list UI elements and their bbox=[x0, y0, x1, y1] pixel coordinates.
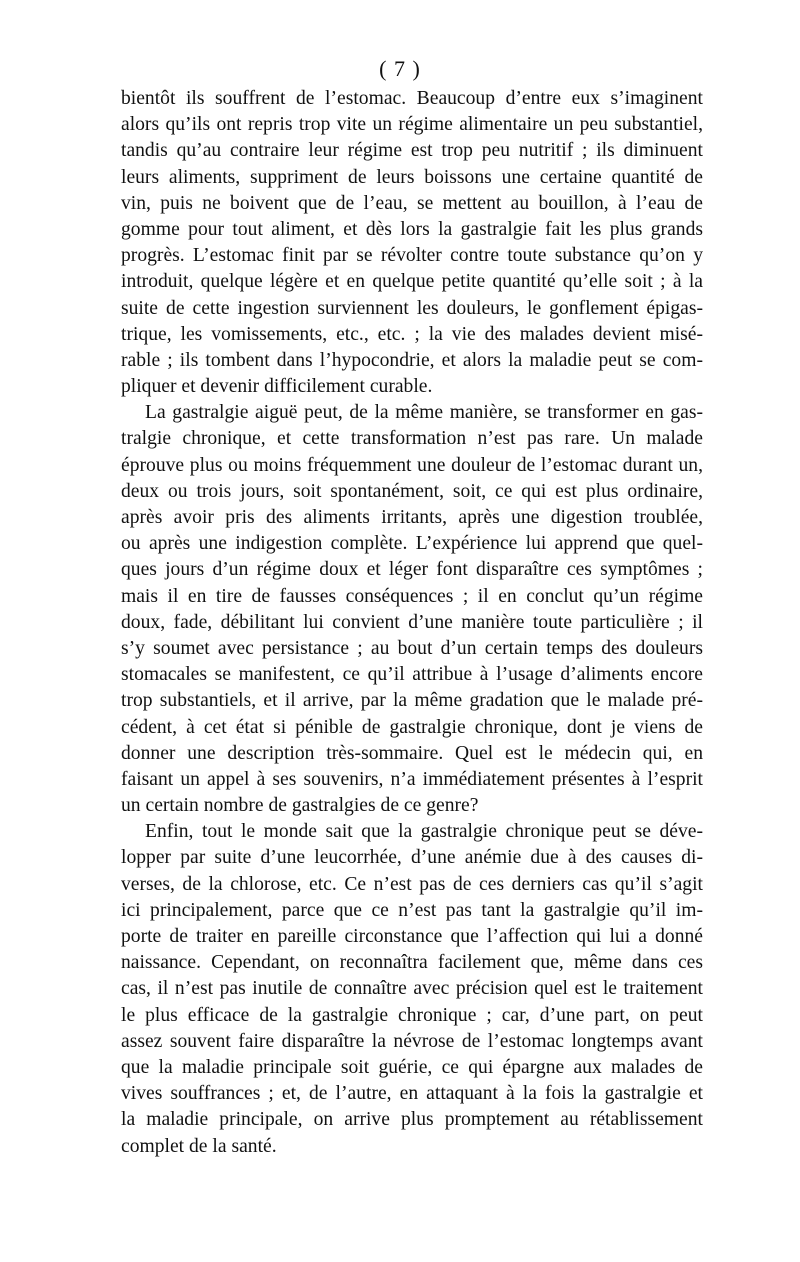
text-line: tandis qu’au contraire leur régime est trop peu nutritif ; ils diminuent bbox=[121, 140, 703, 162]
text-line: ici principalement, parce que ce n’est pas tant la gastralgie qu’il im- bbox=[121, 899, 703, 921]
text-line: gomme pour tout aliment, et dès lors la gastralgie fait les plus grands bbox=[121, 218, 703, 240]
text-line: complet de la santé. bbox=[121, 1135, 277, 1157]
text-line: leurs aliments, suppriment de leurs boissons une certaine quantité de bbox=[121, 166, 703, 188]
text-line: verses, de la chlorose, etc. Ce n’est pas de ces derniers cas qu’il s’agit bbox=[121, 873, 703, 895]
text-line: rable ; ils tombent dans l’hypocondrie, et alors la maladie peut se com- bbox=[121, 349, 703, 371]
text-line: trique, les vomissements, etc., etc. ; la vie des malades devient misé- bbox=[121, 323, 703, 345]
text-line: cédent, à cet état si pénible de gastralgie chronique, dont je viens de bbox=[121, 716, 703, 738]
text-line: ou après une indigestion complète. L’expérience lui apprend que quel- bbox=[121, 533, 703, 555]
text-line: s’y soumet avec persistance ; au bout d’un certain temps des douleurs bbox=[121, 637, 703, 659]
body-text bbox=[121, 86, 703, 1160]
text-line: le plus efficace de la gastralgie chronique ; car, d’une part, on peut bbox=[121, 1004, 703, 1026]
text-line: doux, fade, débilitant lui convient d’une manière toute particulière ; il bbox=[121, 611, 703, 633]
text-line: tralgie chronique, et cette transformation n’est pas rare. Un malade bbox=[121, 428, 703, 450]
text-line: stomacales se manifestent, ce qu’il attribue à l’usage d’aliments encore bbox=[121, 664, 703, 686]
text-line: mais il en tire de fausses conséquences ; il en conclut qu’un régime bbox=[121, 585, 703, 607]
text-line: porte de traiter en pareille circonstance que l’affection qui lui a donné bbox=[121, 926, 703, 947]
text-line: ques jours d’un régime doux et léger font disparaître ces symptômes ; bbox=[121, 559, 703, 581]
text-line: La gastralgie aiguë peut, de la même manière, se transformer en gas- bbox=[145, 402, 703, 424]
text-line: vives souffrances ; et, de l’autre, en attaquant à la fois la gastralgie et bbox=[121, 1083, 703, 1105]
text-line: alors qu’ils ont repris trop vite un régime alimentaire un peu substantiel, bbox=[121, 114, 703, 136]
text-line: progrès. L’estomac finit par se révolter contre toute substance qu’on y bbox=[121, 245, 703, 267]
text-line: faisant un appel à ses souvenirs, n’a immédiatement présentes à l’esprit bbox=[121, 768, 703, 790]
text-line: trop substantiels, et il arrive, par la même gradation que le malade pré- bbox=[121, 690, 703, 712]
text-line: naissance. Cependant, on reconnaîtra facilement que, même dans ces bbox=[121, 952, 703, 974]
text-line: éprouve plus ou moins fréquemment une douleur de l’estomac durant un, bbox=[121, 454, 703, 476]
text-line: bientôt ils souffrent de l’estomac. Beaucoup d’entre eux s’imaginent bbox=[121, 88, 703, 109]
page-number: ( 7 ) bbox=[379, 56, 421, 81]
text-line: la maladie principale, on arrive plus promptement au rétablissement bbox=[121, 1109, 703, 1131]
text-line: lopper par suite d’une leucorrhée, d’une anémie due à des causes di- bbox=[121, 847, 703, 869]
text-line: cas, il n’est pas inutile de connaître avec précision quel est le traitement bbox=[121, 978, 703, 1000]
text-line: donner une description très-sommaire. Quel est le médecin qui, en bbox=[121, 742, 703, 764]
text-line: introduit, quelque légère et en quelque petite quantité qu’elle soit ; à la bbox=[121, 271, 703, 293]
text-line: vin, puis ne boivent que de l’eau, se mettent au bouillon, à l’eau de bbox=[121, 192, 703, 214]
text-line: un certain nombre de gastralgies de ce genre? bbox=[121, 795, 479, 817]
text-line: après avoir pris des aliments irritants, après une digestion troublée, bbox=[121, 507, 703, 528]
text-line: deux ou trois jours, soit spontanément, soit, ce qui est plus ordinaire, bbox=[121, 480, 703, 502]
text-line: que la maladie principale soit guérie, ce qui épargne aux malades de bbox=[121, 1056, 703, 1078]
text-line: Enfin, tout le monde sait que la gastralgie chronique peut se déve- bbox=[145, 821, 703, 843]
text-line: assez souvent faire disparaître la névrose de l’estomac longtemps avant bbox=[121, 1030, 703, 1052]
text-line: suite de cette ingestion surviennent les douleurs, le gonflement épigas- bbox=[121, 297, 703, 319]
text-line: pliquer et devenir difficilement curable. bbox=[121, 376, 433, 398]
